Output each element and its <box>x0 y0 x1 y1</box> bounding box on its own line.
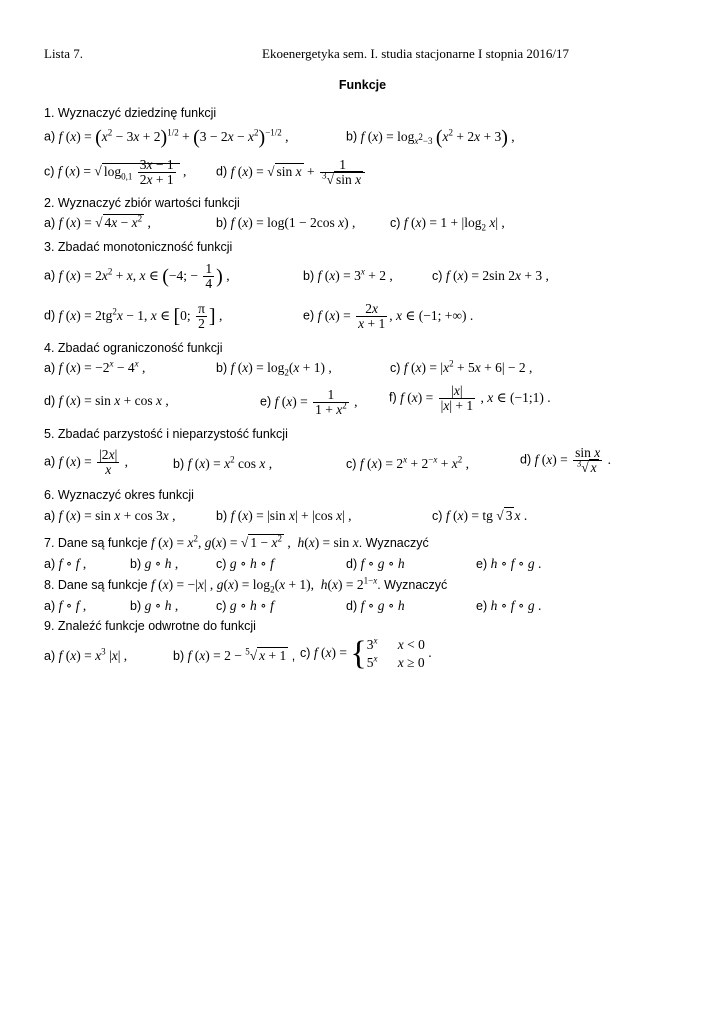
section-9-heading: 9. Znaleźć funkcje odwrotne do funkcji <box>44 619 256 633</box>
section-9-item-b: b) f (x) = 2 − $^5$√ x + 1 , <box>173 646 296 663</box>
section-6-item-c: c) f (x) = tg √ 3 x . <box>432 508 528 523</box>
item-label: a) <box>44 557 56 571</box>
section-7-item-e: e) h ∘ f ∘ g . <box>476 556 542 571</box>
section-7-item-c: c) g ∘ h ∘ f <box>216 556 274 571</box>
item-label: b) <box>130 557 142 571</box>
section-8-title: 8. Dane są funkcje <box>44 578 148 592</box>
section-3-item-e: e) f (x) = $\frac{2x}{x + 1}$ , x ∈ (−1; +∞) . <box>303 301 474 331</box>
item-label: a) <box>44 129 56 144</box>
item-label: a) <box>44 361 56 375</box>
section-5-item-c: c) f $(x) = 2^x + 2^{-x} + x^2$ , <box>346 454 469 471</box>
section-8-item-b: b) g ∘ h , <box>130 598 179 613</box>
section-7-title: 7. Dane są funkcje <box>44 536 148 550</box>
section-7-tail: . Wyznaczyć <box>358 536 429 550</box>
section-1-item-c: c) f (x) = √ $\log_{0,1}$ $\frac{3x - 1}{2x + 1}$ , <box>44 157 187 187</box>
section-8-item-a: a) f ∘ f , <box>44 598 87 613</box>
section-1-heading: 1. Wyznaczyć dziedzinę funkcji <box>44 106 217 120</box>
section-4-item-c: c) f $(x) = |x^2 + 5x + 6| - 2$ , <box>390 358 533 375</box>
section-3-item-d: d) f $(x) = 2tg^2x - 1$, x ∈ [0; $\frac{\pi}{2}$ ] , <box>44 301 223 331</box>
section-9-item-c: c) f $(x) = \{3^x$ x < 0 5$^x$ x ≥ 0 . <box>300 635 432 672</box>
item-label: c) <box>216 557 227 571</box>
section-1-item-d: d) f (x) = √ sin x + $\frac{1}{^3√ \sin x}$ <box>216 158 367 187</box>
section-8-item-e: e) h ∘ f ∘ g . <box>476 598 542 613</box>
item-label: a) <box>44 599 56 613</box>
section-8-tail: . Wyznaczyć <box>377 578 448 592</box>
section-8-item-c: c) g ∘ h ∘ f <box>216 598 274 613</box>
section-4-item-e: e) f (x) = $\frac{1}{1 + x^2}$ , <box>260 387 358 417</box>
section-5-item-b: b) f $(x) = x^2$ cos x , <box>173 454 273 471</box>
section-7-item-a: a) f ∘ f , <box>44 556 87 571</box>
section-2-heading: 2. Wyznaczyć zbiór wartości funkcji <box>44 196 240 210</box>
item-label: c) <box>300 646 311 661</box>
item-label: c) <box>390 361 401 375</box>
section-1-item-a: a) f $(x) = (x^2 - 3x + 2)^{1/2} + (3 - 2x - x^2)^{-1/2}$ , <box>44 126 289 148</box>
item-label: b) <box>216 509 228 523</box>
section-5-heading: 5. Zbadać parzystość i nieparzystość funkcji <box>44 427 288 441</box>
item-label: a) <box>44 216 56 230</box>
section-4-item-b: b) f $(x) = \log_2(x + 1)$ , <box>216 360 332 378</box>
item-label: c) <box>346 457 357 471</box>
section-4-item-a: a) f $(x) = -2^x - 4^x$ , <box>44 358 146 375</box>
item-label: c) <box>44 164 55 179</box>
item-label: d) <box>216 164 228 179</box>
section-3-item-b: b) f $(x) = 3^x + 2$ , <box>303 266 393 283</box>
section-6-item-a: a) f (x) = sin x + cos 3x , <box>44 508 176 523</box>
item-label: d) <box>346 557 358 571</box>
item-label: e) <box>260 394 272 409</box>
item-label: c) <box>216 599 227 613</box>
item-label: b) <box>173 649 185 663</box>
item-label: b) <box>346 129 358 144</box>
section-6-heading: 6. Wyznaczyć okres funkcji <box>44 488 194 502</box>
section-7-item-b: b) g ∘ h , <box>130 556 179 571</box>
page-title: Funkcje <box>338 78 387 92</box>
section-2-item-b: b) f (x) = log(1 − 2cos x) , <box>216 215 356 230</box>
item-label: b) <box>130 599 142 613</box>
section-8-heading: 8. Dane są funkcje f (x) = −|x| , $g(x) = \log_2(x + 1)$, $h(x) = 2^{1-x}$. Wyznaczyć <box>44 575 448 595</box>
item-label: b) <box>303 269 315 283</box>
header-course-info: Ekoenergetyka sem. I. studia stacjonarne I stopnia 2016/17 <box>262 46 569 61</box>
item-label: d) <box>44 308 56 323</box>
item-label: e) <box>476 599 488 613</box>
section-4-heading: 4. Zbadać ograniczoność funkcji <box>44 341 223 355</box>
section-1-item-b: b) f $(x) = \log_{x^2-3} (x^2 + 2x + 3)$ , <box>346 126 515 148</box>
section-4-item-d: d) f (x) = sin x + cos x , <box>44 393 169 408</box>
header-list-number: Lista 7. <box>44 46 83 61</box>
section-3-heading: 3. Zbadać monotoniczność funkcji <box>44 240 233 254</box>
item-label: e) <box>303 308 315 323</box>
section-9-item-a: a) f $(x) = x^3$ |x| , <box>44 646 128 663</box>
item-label: a) <box>44 268 56 283</box>
item-label: c) <box>390 216 401 230</box>
item-label: a) <box>44 509 56 523</box>
item-label: c) <box>432 269 443 283</box>
section-8-item-d: d) f ∘ g ∘ h <box>346 598 405 613</box>
item-label: f) <box>389 390 397 405</box>
section-3-item-c: c) f (x) = 2sin 2x + 3 , <box>432 268 549 283</box>
section-6-item-b: b) f (x) = |sin x| + |cos x| , <box>216 508 352 523</box>
section-3-item-a: a) f $(x) = 2x^2 + x$, x ∈ (−4; − $\frac{1}{4}$ ) , <box>44 261 230 291</box>
section-2-item-a: a) f (x) = √ $4x - x^2$ , <box>44 213 151 230</box>
item-label: b) <box>173 457 185 471</box>
section-4-item-f: f) f (x) = $\frac{|x|}{|x| + 1}$ , x ∈ (−1;1) . <box>389 383 551 413</box>
item-label: b) <box>216 361 228 375</box>
item-label: d) <box>520 452 532 467</box>
item-label: c) <box>432 509 443 523</box>
item-label: a) <box>44 454 56 469</box>
section-7-item-d: d) f ∘ g ∘ h <box>346 556 405 571</box>
section-7-heading: 7. Dane są funkcje f $(x) = x^2$, g(x) = √ $1 - x^2$ , h(x) = sin x. Wyznaczyć <box>44 533 429 550</box>
item-label: d) <box>346 599 358 613</box>
section-5-item-d: d) f (x) = $\frac{\text{sin x}}{^3√ x}$ . <box>520 445 611 475</box>
item-label: b) <box>216 216 228 230</box>
section-5-item-a: a) f (x) = $\frac{|2x|}{x}$ , <box>44 447 129 477</box>
item-label: a) <box>44 649 56 663</box>
item-label: d) <box>44 394 56 408</box>
item-label: e) <box>476 557 488 571</box>
section-2-item-c: c) f $(x) = 1 + |\log_2$ x| , <box>390 215 505 233</box>
